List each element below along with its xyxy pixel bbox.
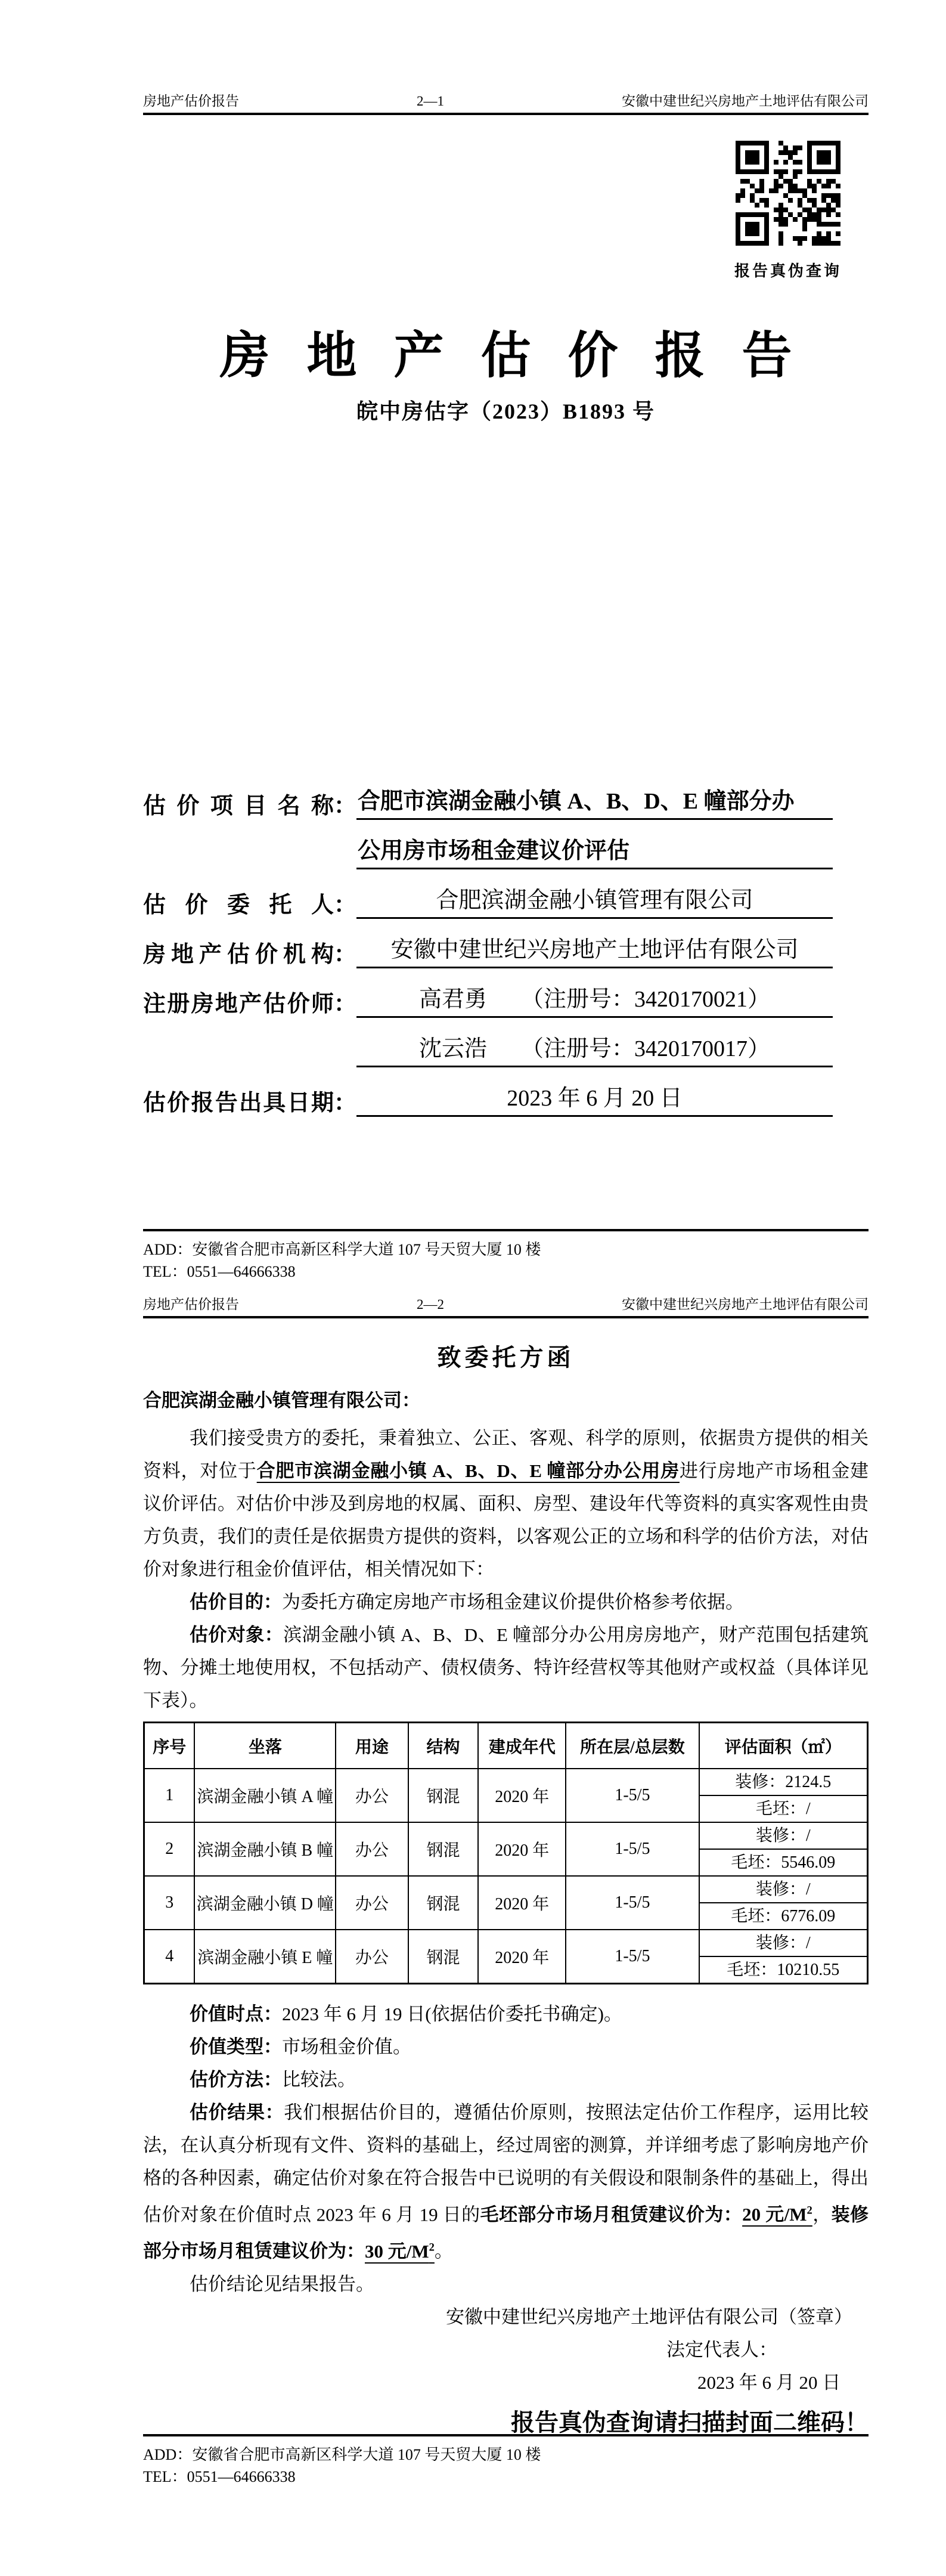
report-title: 房地产估价报告 bbox=[219, 329, 829, 384]
field-value: 2023 年 6 月 20 日 bbox=[356, 1084, 833, 1117]
area-decorated: 装修：/ bbox=[755, 1880, 811, 1899]
table-row: 1 滨湖金融小镇 A 幢 办公 钢混 2020 年 1-5/5 装修：2124.5 毛坯：/ bbox=[144, 1769, 868, 1822]
field-colon: ： bbox=[334, 992, 357, 1017]
qr-code bbox=[736, 141, 840, 246]
header-page-number: 2—2 bbox=[417, 1297, 444, 1312]
col-floor: 所在层/总层数 bbox=[566, 1723, 699, 1769]
field-colon: ： bbox=[334, 942, 357, 967]
paragraph-method: 估价方法：比较法。 bbox=[190, 2069, 356, 2090]
letter-title: 致委托方函 bbox=[437, 1344, 575, 1371]
page-footer bbox=[143, 2434, 869, 2488]
salutation: 合肥滨湖金融小镇管理有限公司： bbox=[143, 1390, 420, 1411]
area-rough: 毛坯：6776.09 bbox=[700, 1902, 867, 1929]
field-client bbox=[143, 869, 869, 919]
field-appraiser-2 bbox=[143, 1018, 869, 1067]
area-rough: 毛坯：10210.55 bbox=[700, 1956, 867, 1983]
paragraph-purpose: 估价目的：为委托方确定房地产市场租金建议价提供价格参考依据。 bbox=[190, 1592, 744, 1612]
decorated-price: 30 元$/M^2$ bbox=[365, 2240, 435, 2262]
field-label: 注册房地产估价师 bbox=[143, 992, 334, 1017]
col-location: 坐落 bbox=[194, 1723, 336, 1769]
table-row: 3 滨湖金融小镇 D 幢 办公 钢混 2020 年 1-5/5 装修：/ 毛坯：6776.09 bbox=[144, 1876, 868, 1930]
page-footer bbox=[143, 1229, 869, 1283]
field-colon: ： bbox=[334, 794, 357, 819]
footer-address: ADD：安徽省合肥市高新区科学大道 107 号天贸大厦 10 楼 bbox=[143, 1241, 541, 1258]
col-area: 评估面积（㎡） bbox=[699, 1723, 868, 1769]
appraisal-table bbox=[143, 1722, 869, 1984]
running-header bbox=[143, 93, 869, 115]
header-company: 安徽中建世纪兴房地产土地评估有限公司 bbox=[622, 1297, 869, 1312]
field-colon: ： bbox=[334, 1091, 357, 1116]
paragraph-result: 估价结果：我们根据估价目的，遵循估价原则，按照法定估价工作程序，运用比较法，在认真分析现有文件、资料的基础上，经过周密的测算，并详细考虑了影响房地产价格的各种因素，确定估价对象在符合报告中已说明的有关假设和限制条件的基础上，得出估价对象在价值时点 2023 年 6 月 19 日的毛坯部分市场月租赁建议价为：20 元$/M^2$，装修部分市场月租赁建议价为：30 元$/M^2$。 bbox=[143, 2102, 869, 2262]
signature-company: 安徽中建世纪兴房地产土地评估有限公司（签章） bbox=[446, 2306, 852, 2327]
header-doc-type: 房地产估价报告 bbox=[143, 94, 239, 109]
running-header bbox=[143, 1296, 869, 1318]
page-2-letter bbox=[0, 1288, 946, 2576]
scan-note: 报告真伪查询请扫描封面二维码！ bbox=[511, 2408, 869, 2436]
paragraph-subject: 估价对象：滨湖金融小镇 A、B、D、E 幢部分办公用房房地产，财产范围包括建筑物、分摊土地使用权，不包括动产、债权债务、特许经营权等其他财产或权益（具体详见下表）。 bbox=[143, 1624, 869, 1711]
qr-label: 报告真伪查询 bbox=[734, 262, 842, 280]
field-value: 合肥滨湖金融小镇管理有限公司 bbox=[356, 886, 833, 919]
footer-telephone: TEL：0551—64666338 bbox=[143, 1263, 296, 1280]
cover-fields bbox=[143, 770, 869, 1117]
footer-telephone: TEL：0551—64666338 bbox=[143, 2468, 296, 2485]
col-year: 建成年代 bbox=[478, 1723, 566, 1769]
field-issue-date bbox=[143, 1067, 869, 1117]
col-use: 用途 bbox=[336, 1723, 408, 1769]
field-project-name bbox=[143, 770, 869, 820]
field-project-name-line2 bbox=[143, 820, 869, 869]
field-appraiser-1 bbox=[143, 968, 869, 1018]
paragraph-value-type: 价值类型：市场租金价值。 bbox=[190, 2036, 411, 2057]
field-colon: ： bbox=[334, 893, 357, 918]
field-label: 估价委托人 bbox=[143, 893, 334, 918]
field-label: 房地产估价机构 bbox=[143, 942, 334, 967]
table-header-row bbox=[144, 1723, 868, 1769]
signature-legal-rep: 法定代表人： bbox=[666, 2339, 777, 2360]
field-value: 公用房市场租金建议价评估 bbox=[356, 837, 833, 869]
field-value: 高君勇 （注册号：3420170021） bbox=[356, 985, 833, 1018]
col-no: 序号 bbox=[144, 1723, 195, 1769]
report-number: 皖中房估字（2023）B1893 号 bbox=[356, 400, 655, 423]
area-decorated: 装修：/ bbox=[755, 1826, 811, 1845]
rough-price: 20 元$/M^2$ bbox=[742, 2204, 812, 2225]
area-decorated: 装修：/ bbox=[755, 1934, 811, 1952]
table-row: 2 滨湖金融小镇 B 幢 办公 钢混 2020 年 1-5/5 装修：/ 毛坯：5546.09 bbox=[144, 1822, 868, 1876]
paragraph-intro: 我们接受贵方的委托，秉着独立、公正、客观、科学的原则，依据贵方提供的相关资料，对位于合肥市滨湖金融小镇 A、B、D、E 幢部分办公用房进行房地产市场租金建议价评估。对估价中涉及到房地的权属、面积、房型、建设年代等资料的真实客观性由贵方负责，我们的责任是依据贵方提供的资料，以客观公正的立场和科学的估价方法，对估价对象进行租金价值评估，相关情况如下： bbox=[143, 1428, 869, 1580]
header-company: 安徽中建世纪兴房地产土地评估有限公司 bbox=[622, 94, 869, 109]
subject-emphasis: 合肥市滨湖金融小镇 A、B、D、E 幢部分办公用房 bbox=[256, 1460, 680, 1481]
paragraph-conclusion: 估价结论见结果报告。 bbox=[190, 2273, 374, 2295]
table-row: 4 滨湖金融小镇 E 幢 办公 钢混 2020 年 1-5/5 装修：/ 毛坯：10210.55 bbox=[144, 1930, 868, 1984]
field-value: 沈云浩 （注册号：3420170017） bbox=[356, 1035, 833, 1067]
header-page-number: 2—1 bbox=[417, 94, 444, 109]
area-decorated: 装修：2124.5 bbox=[735, 1773, 832, 1791]
field-label: 估价报告出具日期 bbox=[143, 1091, 334, 1116]
paragraph-value-date: 价值时点：2023 年 6 月 19 日(依据估价委托书确定)。 bbox=[190, 2004, 622, 2024]
field-label: 估价项目名称 bbox=[143, 794, 334, 819]
field-agency bbox=[143, 919, 869, 968]
field-value: 安徽中建世纪兴房地产土地评估有限公司 bbox=[356, 936, 833, 968]
field-value: 合肥市滨湖金融小镇 A、B、D、E 幢部分办 bbox=[356, 787, 833, 820]
qr-block bbox=[734, 141, 842, 281]
area-rough: 毛坯：/ bbox=[700, 1795, 867, 1822]
footer-address: ADD：安徽省合肥市高新区科学大道 107 号天贸大厦 10 楼 bbox=[143, 2446, 541, 2463]
signature-date: 2023 年 6 月 20 日 bbox=[697, 2371, 841, 2393]
col-structure: 结构 bbox=[408, 1723, 479, 1769]
header-doc-type: 房地产估价报告 bbox=[143, 1297, 239, 1312]
area-rough: 毛坯：5546.09 bbox=[700, 1849, 867, 1875]
